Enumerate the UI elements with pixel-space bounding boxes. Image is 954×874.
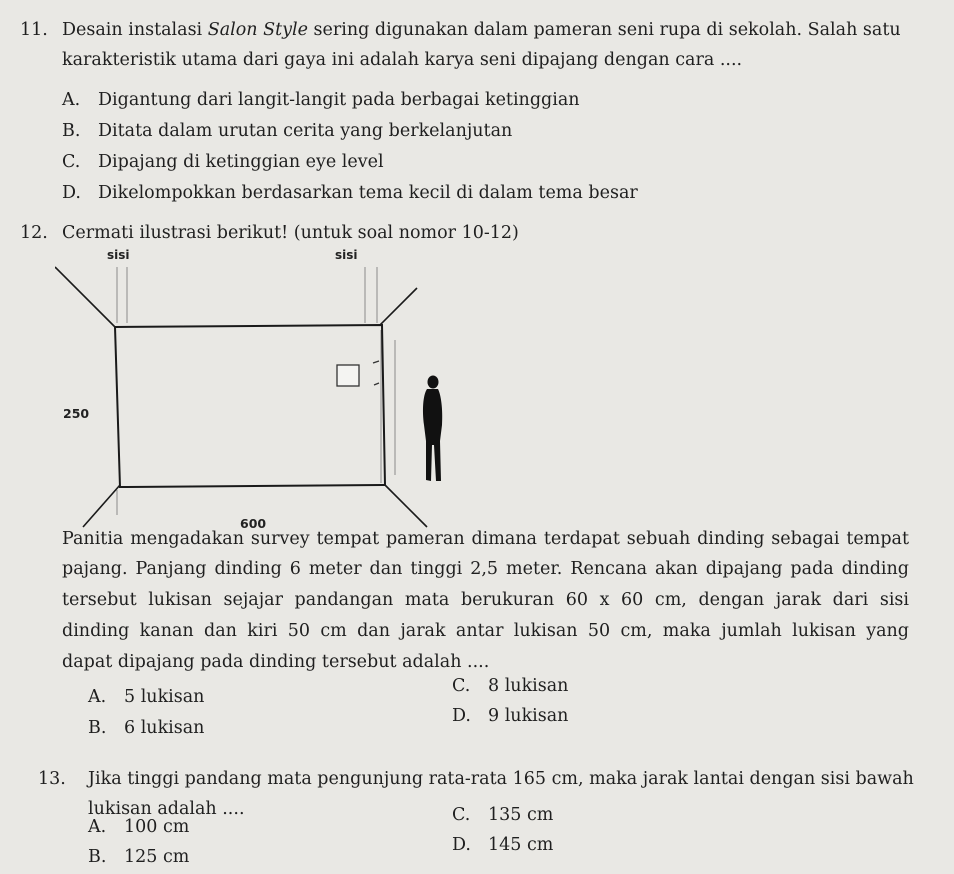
- q11-stem-line2: karakteristik utama dari gaya ini adalah karya seni dipajang dengan cara ....: [62, 50, 743, 70]
- wall-diagram: [55, 245, 455, 535]
- eye-level-mark: [374, 383, 379, 385]
- q12-paragraph-line3: tersebut lukisan sejajar pandangan mata berukuran 60 x 60 cm, dengan jarak dari sisi: [62, 590, 909, 610]
- label-right-side: sisi: [335, 248, 358, 262]
- option-letter: A.: [62, 90, 81, 110]
- option-letter: B.: [88, 718, 107, 738]
- q11-option-a[interactable]: [62, 89, 580, 111]
- option-letter: D.: [452, 835, 471, 855]
- option-text: 125 cm: [124, 847, 190, 867]
- q11-stem-italic: Salon Style: [207, 20, 308, 40]
- label-left-side: sisi: [107, 248, 130, 262]
- q12-option-b[interactable]: [88, 717, 204, 739]
- wall-rectangle: [115, 325, 385, 487]
- option-letter: B.: [62, 121, 81, 141]
- option-text: Dipajang di ketinggian eye level: [98, 152, 384, 172]
- label-width: 600: [240, 516, 267, 531]
- q11-option-b[interactable]: [62, 120, 512, 142]
- option-letter: D.: [452, 706, 471, 726]
- option-text: 6 lukisan: [124, 718, 205, 738]
- option-text: 5 lukisan: [124, 687, 205, 707]
- option-letter: A.: [88, 687, 107, 707]
- q12-paragraph-line4: dinding kanan dan kiri 50 cm dan jarak antar lukisan 50 cm, maka jumlah lukisan yang: [62, 621, 909, 641]
- perspective-line-top-left: [55, 267, 115, 327]
- eye-level-mark: [373, 361, 379, 363]
- option-text: Dikelompokkan berdasarkan tema kecil di dalam tema besar: [98, 183, 638, 203]
- q12-number: 12.: [20, 223, 48, 243]
- option-letter: C.: [452, 805, 471, 825]
- perspective-line-bottom-left: [83, 485, 120, 527]
- q13-stem-line1: Jika tinggi pandang mata pengunjung rata-rata 165 cm, maka jarak lantai dengan sisi bawah: [88, 769, 914, 789]
- painting-square: [337, 365, 359, 386]
- q13-number: 13.: [38, 769, 66, 789]
- q11-option-c[interactable]: [62, 151, 384, 173]
- q12-intro: Cermati ilustrasi berikut! (untuk soal nomor 10-12): [62, 223, 519, 243]
- perspective-line-top-right: [380, 288, 417, 325]
- option-letter: A.: [88, 817, 107, 837]
- person-silhouette-icon: [423, 376, 442, 482]
- q12-option-a[interactable]: [88, 686, 204, 708]
- q11-stem-pre: Desain instalasi: [62, 20, 208, 40]
- option-text: 100 cm: [124, 817, 190, 837]
- option-letter: D.: [62, 183, 81, 203]
- option-text: 8 lukisan: [488, 676, 569, 696]
- option-letter: C.: [62, 152, 81, 172]
- option-letter: C.: [452, 676, 471, 696]
- perspective-line-bottom-right: [385, 485, 427, 527]
- q12-paragraph-line5: dapat dipajang pada dinding tersebut adalah ....: [62, 652, 490, 672]
- q12-option-d[interactable]: [452, 705, 568, 727]
- q13-option-d[interactable]: [452, 834, 553, 856]
- q13-option-a[interactable]: [88, 816, 189, 838]
- q13-option-b[interactable]: [88, 846, 189, 868]
- q11-option-d[interactable]: [62, 182, 638, 204]
- q12-option-c[interactable]: [452, 675, 568, 697]
- option-text: Ditata dalam urutan cerita yang berkelanjutan: [98, 121, 513, 141]
- q13-stem-line2: lukisan adalah ....: [88, 799, 245, 819]
- q11-stem-line1: [62, 19, 901, 41]
- label-height: 250: [63, 406, 90, 421]
- option-text: 145 cm: [488, 835, 554, 855]
- q11-number: 11.: [20, 20, 48, 40]
- q11-stem-post: sering digunakan dalam pameran seni rupa di sekolah. Salah satu: [307, 20, 901, 40]
- option-text: Digantung dari langit-langit pada berbagai ketinggian: [98, 90, 580, 110]
- q12-paragraph-line1: Panitia mengadakan survey tempat pameran dimana terdapat sebuah dinding sebagai tempat: [62, 529, 909, 549]
- option-text: 9 lukisan: [488, 706, 569, 726]
- q12-paragraph-line2: pajang. Panjang dinding 6 meter dan tinggi 2,5 meter. Rencana akan dipajang pada dinding: [62, 559, 909, 579]
- option-letter: B.: [88, 847, 107, 867]
- q13-option-c[interactable]: [452, 804, 553, 826]
- option-text: 135 cm: [488, 805, 554, 825]
